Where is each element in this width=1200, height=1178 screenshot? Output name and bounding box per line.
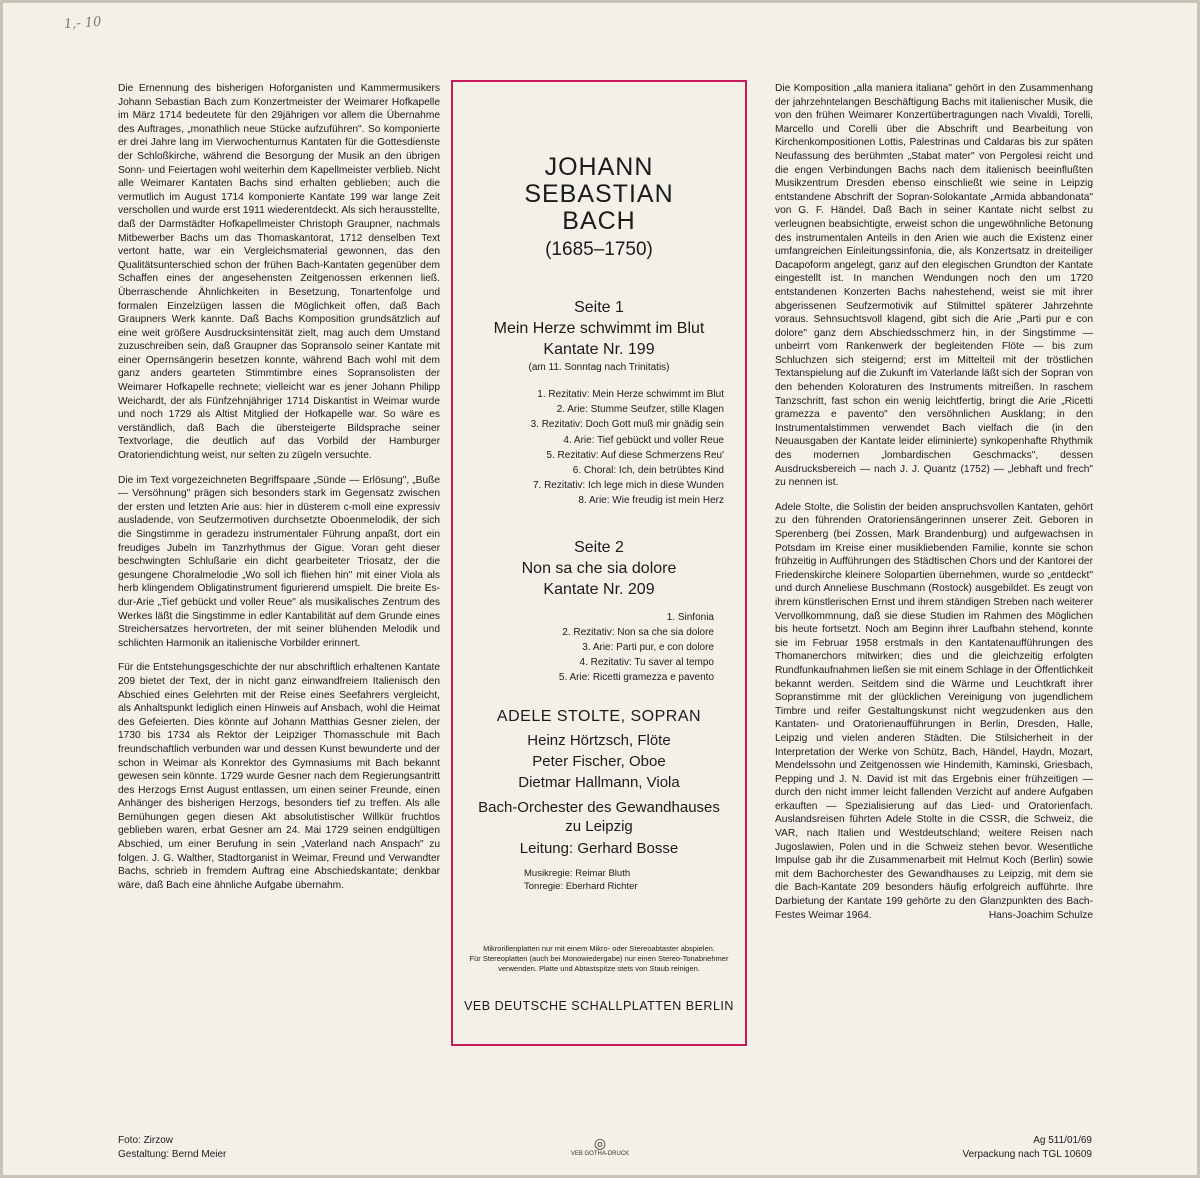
track-item: 2. Arie: Stumme Seufzer, stille Klagen bbox=[556, 404, 724, 416]
side1-tracklist bbox=[474, 387, 724, 509]
side2-title: Non sa che sia dolore bbox=[521, 559, 677, 577]
printer-mark-icon: ◎ bbox=[593, 1136, 607, 1152]
performer: Peter Fischer, Oboe bbox=[532, 752, 666, 770]
design-credit: Gestaltung: Bernd Meier bbox=[118, 1149, 227, 1160]
printer-name: VEB GOTHA-DRUCK bbox=[570, 1151, 630, 1157]
packaging-standard: Verpackung nach TGL 10609 bbox=[962, 1149, 1092, 1160]
liner-paragraph: Für die Entstehungsgeschichte der nur abschriftlich erhaltenen Kantate 209 bietet der Text, der in nicht ganz einwandfreiem Italienisch den Abschied eines Gelehrten mit der Reise eines Seefahrers vergleicht, als Anhaltspunkt lediglich einen Hinweis auf Ansbach, wohl die Heimat des Gefeierten. Dies könnte auf Johann Matthias Gesner zielen, der 1730 bis 1734 als Rektor der Leipziger Thomasschule mit Bach freundschaftlich verbunden war und dessen Kunst bewunderte und der schon in Weimar als Konrektor des Gymnasiums mit Bach bekannt gewesen sein könnte. 1729 wurde Gesner nach dem Regierungsantritt des Herzogs Ernst August entlassen, um einen seiner Freunde, einen Anhänger des bisherigen Herzogs, besonders tief zu treffen. Als alle Bemühungen gegen diesen Akt absolutistischer Willkür fruchtlos geblieben waren, erbat Gesner am 24. Mai 1729 seinen endgültigen Abschied, um einer Berufung in sein „Vaterland nach Anspach" zu folgen. J. G. Walther, Stadtorganist in Weimar, Freund und Verwandter Bachs, schrieb in fremdem Auftrag eine Abschiedskantate; denkbar wäre, daß Bach eine ähnliche Aufgabe übernahm. bbox=[118, 662, 440, 891]
orchestra-name: Bach-Orchester des Gewandhauses bbox=[478, 798, 720, 816]
track-item: 1. Rezitativ: Mein Herze schwimmt im Blut bbox=[537, 389, 724, 400]
composer-first-name: JOHANN bbox=[544, 153, 654, 181]
performer: Heinz Hörtzsch, Flöte bbox=[527, 731, 671, 749]
liner-paragraph: Die Komposition „alla maniera italiana" gehört in den Zusammenhang der jahrzehntelangen Beschäftigung Bachs mit italienischer Musik, die von den frühen Weimarer Konzertübertragungen nach Vivaldi, Torelli, Marcello und Corelli über die Abschrift und Bearbeitung von Kirchenkompositionen Lottis, Palestrinas und Caldaras bis zur späten Neufassung des berühmten „Stabat mater" von Pergolesi reicht und die engen Verbindungen Bachs nach dem italienisch beeinflußten Musikzentrum Dresden ebenso einschließt wie seine in Leipzig entstandene Abschrift der Sopran-Solokantate „Armida abbandonata" von G. F. Händel. Daß Bach in seiner Kantate nicht selbst zu verleugnen beabsichtigte, erweist schon die ungewöhnliche Betonung des instrumentalen Anteils in den Arien wie auch die Existenz einer umfangreichen Einleitungssinfonia, die, als Konzertsatz in dreiteiliger Dacapoform angelegt, ganz auf den elegischen Grundton der Kantate eingestellt ist. In manchen Wendungen noch den um 1720 entstandenen Konzerten Bachs nahestehend, weist sie mit ihrer abgerissenen Seufzermotivik auf Stilmittel späterer Jahrzehnte voraus. Sehnsuchtsvoll klagend, gibt sich die Arie „Parti pur e con dolore" ganz dem Abschiedsschmerz hin, in der Singstimme — unbeirrt vom Rankenwerk der begleitenden Flöte — bis zum Schluchzen sich steigernd; erst im Mittelteil mit der tröstlichen Textanspielung auf die Zukunft im Vaterlande läßt sich der Sopran von den behenden Koloraturen des Instruments mitreißen. In raschem Tanzschritt, fast schon ein wenig leichtfertig, bringt die Arie „Ricetti gramezza e pavento" den versöhnlichen Ausklang; in den Instrumentalstimmen verwendet Bach vielfach die (in den Neuausgaben der Kantate leider eliminierte) synkopenhafte Rhythmik des modernen „lombardischen Geschmacks", dessen Ausdrucksbereich — nach J. J. Quantz (1752) — „lebhaft und frech" zu nennen ist. bbox=[775, 83, 1093, 489]
track-item: 1. Sinfonia bbox=[666, 611, 714, 623]
track-item: 4. Rezitativ: Tu saver al tempo bbox=[579, 657, 714, 669]
track-item: 5. Rezitativ: Auf diese Schmerzens Reu' bbox=[546, 449, 724, 461]
author-signature: Hans-Joachim Schulze bbox=[988, 910, 1093, 922]
catalog-number: Ag 511/01/69 bbox=[1033, 1135, 1092, 1146]
side2-cantata: Kantate Nr. 209 bbox=[543, 580, 655, 598]
composer-last-name: BACH bbox=[562, 207, 636, 235]
composer-middle-name: SEBASTIAN bbox=[524, 180, 674, 208]
track-item: 2. Rezitativ: Non sa che sia dolore bbox=[562, 626, 714, 638]
track-item: 5. Arie: Ricetti gramezza e pavento bbox=[558, 672, 714, 684]
track-item: 8. Arie: Wie freudig ist mein Herz bbox=[578, 495, 724, 507]
track-item: 7. Rezitativ: Ich lege mich in diese Wunden bbox=[532, 480, 724, 492]
liner-paragraph: Adele Stolte, die Solistin der beiden anspruchsvollen Kantaten, gehört zu den führenden Oratoriensängerinnen unserer Zeit. Geboren in Sperenberg (bei Zossen, Mark Brandenburg) und aufgewachsen in Potsdam im Kreise einer musikliebenden Familie, konnte sie schon frühzeitig in Aufführungen des Städtischen Chors und der Kantorei der Friedenskirche kleinere Solopartien übernehmen, wurde so „entdeckt" und durch Anneliese Buschmann (Rostock) ausgebildet. Es zeugt von ihrem künstlerischen Ernst und ihrem ständigen Streben nach weiterer Vervollkommnung, daß sie diese Studien im Rahmen des Möglichen bis heute fortsetzt. Noch am Beginn ihrer Laufbahn stehend, konnte sie im Februar 1958 erstmals in den Kantatenaufführungen des Thomanerchors mitwirken; dies und die gleichzeitig erfolgten Rundfunkaufnahmen ließen sie mit einem Schlage in der Öffentlichkeit bekannt werden. Seitdem sind die Wärme und Leuchtkraft ihrer Sopranstimme mit der glücklichen Vereinigung von jugendlichem Timbre und reifer Gestaltungskunst nicht wegzudenken aus den Kantaten- und Oratorienaufführungen in Berlin, Dresden, Halle, Leipzig und vielen anderen Städten. Die Stilsicherheit in der Interpretation der Werke von Schütz, Bach, Händel, Haydn, Mozart, Mendelssohn und Zeitgenossen wie Hindemith, Kaminski, Griesbach, Pepping und J. N. David ist mit das Ergebnis einer frühzeitigen — durch den nicht immer leicht fallenden Verzicht auf andere Aufgaben erkauften — Spezialisierung auf das Lied- und Oratorienfach. Auslandsreisen führten Adele Stolte in die CSSR, die Schweiz, die VAR, nach Italien und Westdeutschland; weitere Reisen nach Jugoslawien, Polen und in die Schweiz stehen bevor. Wesentliche Impulse gab ihr die Zusammenarbeit mit Helmut Koch (Berlin) sowie mit dem Bachorchester des Gewandhauses zu Leipzig, mit dem sie die Bach-Kantate 209 besonders häufig erfolgreich aufführte. Ihre Darbietung der Kantate 199 gehörte zu den Glanzpunkten des Bach-Festes Weimar 1964. bbox=[775, 501, 1093, 921]
production-credits bbox=[524, 867, 674, 893]
fine-print-line: Für Stereoplatten (auch bei Monowiedergabe) nur einen Stereo-Tonabnehmer verwenden. Platte und Abtastspitze stets von Staub reinigen. bbox=[469, 954, 729, 973]
side2-tracklist bbox=[484, 610, 714, 686]
sound-direction: Tonregie: Eberhard Richter bbox=[524, 880, 638, 892]
photo-credit: Foto: Zirzow bbox=[118, 1135, 174, 1146]
side1-cantata: Kantate Nr. 199 bbox=[543, 341, 655, 358]
printer-logo bbox=[570, 1137, 630, 1157]
orchestra-location: zu Leipzig bbox=[565, 817, 633, 835]
playback-instructions bbox=[463, 944, 735, 974]
side1-title: Mein Herze schwimmt im Blut bbox=[493, 320, 705, 337]
fine-print-line: Mikrorillenplatten nur mit einem Mikro- oder Stereoabtaster abspielen. bbox=[483, 944, 715, 953]
liner-notes-right-column bbox=[775, 82, 1093, 923]
composer-name bbox=[453, 154, 745, 235]
side1-heading: Seite 1 bbox=[574, 299, 624, 316]
footer-credits bbox=[118, 1134, 226, 1162]
handwritten-note: 1,- 10 bbox=[63, 14, 102, 33]
soloist: ADELE STOLTE, SOPRAN bbox=[496, 707, 702, 725]
liner-notes-left-column bbox=[118, 82, 440, 903]
composer-years: (1685–1750) bbox=[545, 239, 653, 260]
track-item: 6. Choral: Ich, dein betrübtes Kind bbox=[572, 465, 724, 477]
music-direction: Musikregie: Reimar Bluth bbox=[524, 867, 631, 879]
tracklist-panel bbox=[451, 80, 747, 1046]
liner-paragraph: Die Ernennung des bisherigen Hoforganisten und Kammermusikers Johann Sebastian Bach zum Konzertmeister der Weimarer Hofkapelle im März 1714 bedeutete für den 29jährigen vor allem die Übernahme des Auftrages, „monathlich neue Stücke aufzuführen". So komponierte er drei Jahre lang im Vierwochenturnus Kantaten für die Gottesdienste der Schloßkirche, während die Besorgung der Musik an den übrigen Sonn- und Feiertagen wohl weiterhin dem Kapellmeister verblieb. Nicht alle Weimarer Kantaten Bachs sind erhalten geblieben; auch die vermutlich im August 1714 komponierte Kantate 199 war lange Zeit verschollen und wurde erst 1911 wiederentdeckt. Als sich herausstellte, daß der Darmstädter Hofkapellmeister Christoph Graupner, nachmals Mitbewerber Bachs um das Thomaskantorat, 1712 denselben Text vertont hatte, war ein Vergleichsmaterial gewonnen, das den Qualitätsunterschied schon der frühen Bach-Kantaten gegenüber dem Schaffen eines der angesehensten Zeitgenossen erkennen ließ. Überraschende Ähnlichkeiten in Besetzung, Tonartenfolge und formalen Einzelzügen lassen die Möglichkeit offen, daß Bach Graupners Werk kannte. Daß Bachs Komposition grundsätzlich auf eine weit größere Ausdrucksintensität zielt, mag auch dem Umstand zuzuschreiben sein, daß Graupner das Sopransolo seiner Kantate mit einer Opernsängerin besetzen konnte, während Bach wohl mit dem ganz anders gearteten Stimmtimbre eines Sopransolisten der Weimarer Hofkapelle rechnete; vielleicht war es jener Johann Philipp Weichardt, der als Fünfzehnjähriger 1714 Diskantist in Weimar wurde und noch 1729 als Altist Mitglied der Hofkapelle war. So wäre es verständlich, daß Bach die übersteigerte Bildsprache seiner Textvorlage, die deutlich auf das Vorbild der Hamburger Oratoriendichtung weist, nur selten zu zügeln versuchte. bbox=[118, 83, 440, 462]
track-item: 3. Arie: Parti pur, e con dolore bbox=[582, 642, 714, 654]
footer-catalog bbox=[930, 1134, 1092, 1162]
liner-paragraph: Die im Text vorgezeichneten Begriffspaare „Sünde — Erlösung", „Buße — Versöhnung" prägen sich besonders stark im Gegensatz zwischen der ersten und letzten Arie aus: hier in düsterem c-moll eine expressiv ausladende, von Seufzermotiven durchsetzte Oboenmelodik, der sich die Singstimme in geradezu instrumentaler Führung anpaßt, dort ein freudiges Jubeln im Tanzrhythmus der Gigue. Voran geht dieser beschwingten Schlußarie ein dicht gearbeiteter Triosatz, der die gesungene Choralmelodie „Wo soll ich fliehen hin" mit einer Viola als herb klingendem Obligatinstrument figurierend umspielt. Die breite Es-dur-Arie „Tief gebückt und voller Reue" als musikalisches Zentrum des Werkes läßt die Singstimme in edler Kantabilität auf dem Grunde eines Streichersatzes hervortreten, der mit seiner blühenden Melodik und schlichten Harmonik an italienische Vorbilder erinnert. bbox=[118, 474, 440, 649]
track-item: 3. Rezitativ: Doch Gott muß mir gnädig sein bbox=[530, 419, 724, 431]
side1-occasion: (am 11. Sonntag nach Trinitatis) bbox=[528, 362, 670, 373]
side2-heading: Seite 2 bbox=[574, 538, 624, 556]
track-item: 4. Arie: Tief gebückt und voller Reue bbox=[563, 434, 724, 446]
conductor: Leitung: Gerhard Bosse bbox=[519, 839, 679, 857]
performer: Dietmar Hallmann, Viola bbox=[518, 773, 680, 791]
publisher: VEB DEUTSCHE SCHALLPLATTEN BERLIN bbox=[464, 999, 734, 1013]
